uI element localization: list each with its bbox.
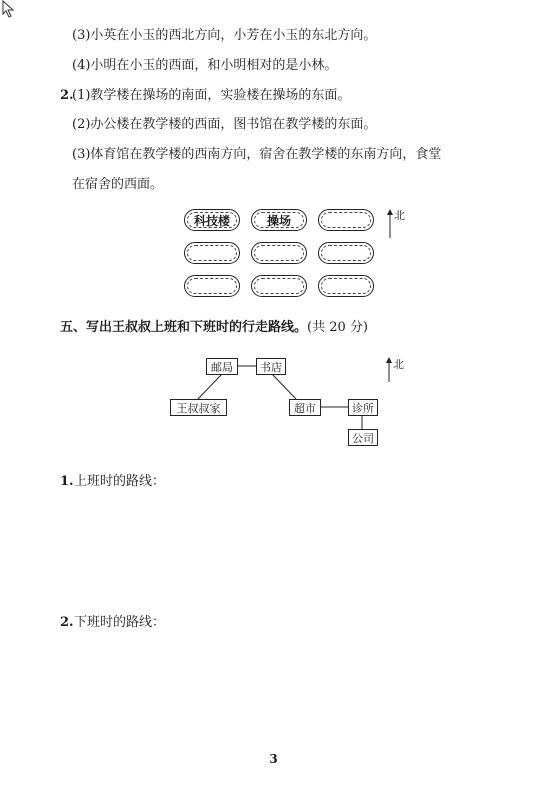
page-number: 3: [269, 752, 278, 766]
map-supermarket: 超市: [289, 399, 321, 416]
section-5-score: (共 20 分): [307, 320, 368, 335]
q2-item-1-text: (1)教学楼在操场的南面，实验楼在操场的东面。: [72, 88, 351, 103]
q2-item-2-text: (2)办公楼在教学楼的西面，图书馆在教学楼的东面。: [72, 117, 377, 132]
grid-cell-playground[interactable]: 操场: [251, 209, 307, 231]
item-3-text: (3)小英在小玉的西北方向，小芳在小玉的东北方向。: [72, 28, 377, 43]
grid-cell-science-building[interactable]: 科技楼: [184, 209, 240, 231]
map-clinic: 诊所: [348, 399, 378, 416]
map-bookstore: 书店: [256, 358, 286, 375]
map-uncle-home: 王叔叔家: [170, 399, 227, 416]
route-north-label: 北: [393, 358, 404, 371]
question-2-number: 2.: [60, 88, 74, 103]
map-company: 公司: [348, 429, 378, 446]
section-5-title: 五、写出王叔叔上班和下班时的行走路线。(共 20 分): [60, 320, 368, 335]
route-question-1-number: 1.: [60, 474, 74, 489]
route-question-1-text: 上班时的路线：: [74, 474, 166, 489]
grid-north-label: 北: [394, 209, 405, 222]
route-question-2-number: 2.: [60, 615, 74, 630]
map-post-office: 邮局: [206, 358, 238, 375]
q2-item-3-text: (3)体育馆在教学楼的西南方向，宿舍在教学楼的东南方向，食堂: [72, 147, 442, 162]
route-north-arrow-icon: [385, 356, 393, 382]
item-4-text: (4)小明在小玉的西面，和小明相对的是小林。: [72, 58, 338, 73]
route-question-2-text: 下班时的路线：: [74, 615, 166, 630]
q2-item-3-continuation: 在宿舍的西面。: [72, 177, 164, 192]
